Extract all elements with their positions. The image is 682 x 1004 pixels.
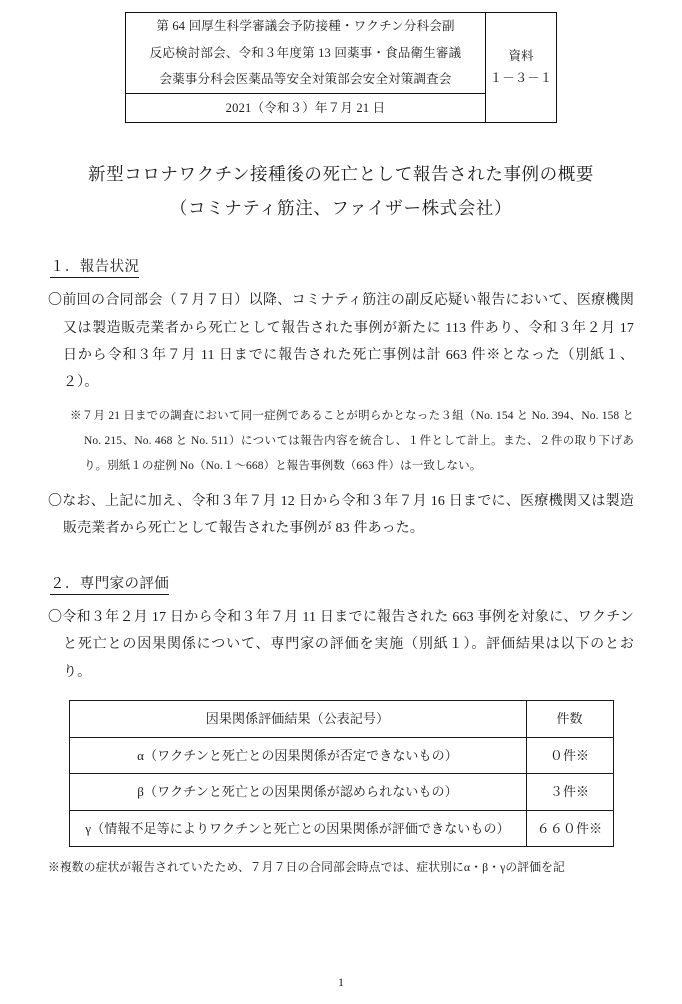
title-line-1: 新型コロナワクチン接種後の死亡として報告された事例の概要 <box>88 164 594 184</box>
section-1-footnote: ※７月 21 日までの調査において同一症例であることが明らかとなった３組（No. 154 と No. 394、No. 158 と No. 215、No. 468 と No. 511）については報告内容を統合し、１件として計上。また、２件の取り下げあり。別紙１の症例 No（No.１〜668）と報告事例数（663 件）は一致しない。 <box>70 410 634 472</box>
document-number-cell <box>486 13 556 122</box>
table-cell-result-alpha: α（ワクチンと死亡との因果関係が否定できないもの） <box>69 737 526 774</box>
table-header-row <box>69 701 613 738</box>
evaluation-results-table <box>69 700 614 847</box>
table-row <box>69 774 613 811</box>
header-line-1: 第 64 回厚生科学審議会予防接種・ワクチン分科会副 <box>156 19 455 33</box>
page-title <box>48 157 634 225</box>
table-row <box>69 737 613 774</box>
document-number: １－３－１ <box>489 70 553 85</box>
section-1-heading: １．報告状況 <box>50 255 139 278</box>
page-number: 1 <box>338 975 344 989</box>
section-2-heading: ２．専門家の評価 <box>50 572 169 595</box>
title-line-2: （コミナティ筋注、ファイザー株式会社） <box>169 198 513 219</box>
header-area <box>48 0 634 123</box>
section-1 <box>48 255 634 278</box>
section-2 <box>48 572 634 595</box>
table-cell-result-beta: β（ワクチンと死亡との因果関係が認められないもの） <box>69 774 526 811</box>
section-2-paragraph-1: 〇令和３年２月 17 日から令和３年７月 11 日までに報告された 663 事例を対象に、ワクチンと死亡との因果関係について、専門家の評価を実施（別紙１）。評価結果は以下のとおり。 <box>48 610 634 680</box>
table-cell-count-beta: ３件※ <box>526 774 613 811</box>
document-label: 資料 <box>508 49 534 64</box>
header-line-3: 会薬事分科会医薬品等安全対策部会安全対策調査会 <box>159 72 452 86</box>
section-1-paragraph-1: 〇前回の合同部会（７月７日）以降、コミナティ筋注の副反応疑い報告において、医療機関又は製造販売業者から死亡として報告された事例が新たに 113 件あり、令和３年２月 17 日から令和３年７月 11 日までに報告された死亡事例は計 663 件※となった（別紙１、２）。 <box>48 293 634 391</box>
table-header-count: 件数 <box>526 701 613 738</box>
header-line-2: 反応検討部会、令和３年度第 13 回薬事・食品衛生審議 <box>149 45 462 60</box>
header-date: 2021（令和３）年７月 21 日 <box>126 93 485 123</box>
table-header-result: 因果関係評価結果（公表記号） <box>69 701 526 738</box>
table-cell-count-alpha: ０件※ <box>526 737 613 774</box>
table-cell-count-gamma: ６６０件※ <box>526 810 613 847</box>
table-row <box>69 810 613 847</box>
table-cell-result-gamma: γ（情報不足等によりワクチンと死亡との因果関係が評価できないもの） <box>69 810 526 847</box>
header-meeting-info <box>126 13 486 122</box>
table-footnote: ※複数の症状が報告されていたため、７月７日の合同部会時点では、症状別にα・β・γの評価を記 <box>48 860 565 875</box>
section-1-paragraph-2: 〇なお、上記に加え、令和３年７月 12 日から令和３年７月 16 日までに、医療機関又は製造販売業者から死亡として報告された事例が 83 件あった。 <box>48 493 634 536</box>
header-box <box>125 12 557 123</box>
